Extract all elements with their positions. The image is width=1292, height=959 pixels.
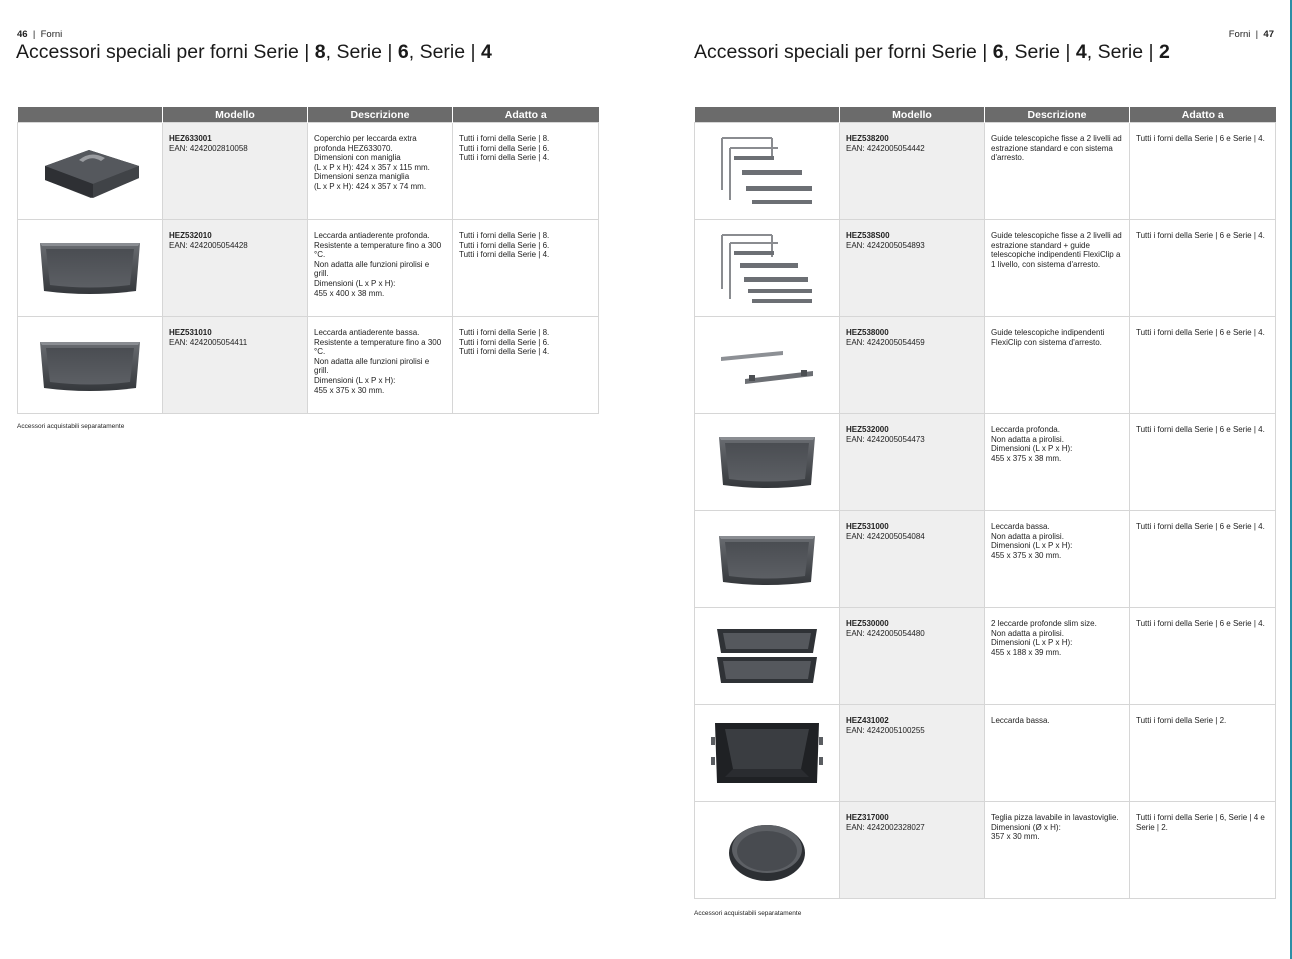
page-number: 47 — [1263, 29, 1274, 40]
model-cell — [840, 705, 985, 802]
page-title: Accessori speciali per forni Serie | 6, Serie | 4, Serie | 2 — [694, 41, 1170, 63]
table-row — [18, 220, 599, 317]
product-image-cell — [18, 220, 163, 317]
column-header-model: Modello — [163, 107, 308, 123]
ean-code: EAN: 4242005054480 — [846, 628, 925, 638]
product-image-cell — [695, 608, 840, 705]
suitable-cell: Tutti i forni della Serie | 6 e Serie | 4. — [1130, 317, 1276, 414]
ean-code: EAN: 4242005054893 — [846, 240, 925, 250]
description-cell: Leccarda antiaderente profonda. Resistente a temperature fino a 300 °C. Non adatta alle funzioni pirolisi e grill. Dimensioni (L x P x H): 455 x 400 x 38 mm. — [308, 220, 453, 317]
description-cell: Guide telescopiche fisse a 2 livelli ad estrazione standard + guide telescopiche indipendenti FlexiClip a 1 livello, con sistema d'arresto. — [985, 220, 1130, 317]
pizza-tray-icon — [722, 815, 812, 885]
model-code: HEZ317000 — [846, 813, 889, 822]
ean-code: EAN: 4242002328027 — [846, 822, 925, 832]
slim-baking-trays-icon — [707, 623, 827, 689]
ean-code: EAN: 4242005054084 — [846, 531, 925, 541]
description-cell: Guide telescopiche indipendenti FlexiClip con sistema d'arresto. — [985, 317, 1130, 414]
model-cell — [163, 317, 308, 414]
table-row — [695, 123, 1276, 220]
column-header-model: Modello — [840, 107, 985, 123]
suitable-cell: Tutti i forni della Serie | 8. Tutti i forni della Serie | 6. Tutti i forni della Serie | 4. — [453, 123, 599, 220]
product-image-cell — [695, 802, 840, 899]
enamel-baking-tray-icon — [707, 717, 827, 789]
suitable-cell: Tutti i forni della Serie | 6, Serie | 4 e Serie | 2. — [1130, 802, 1276, 899]
model-cell — [840, 317, 985, 414]
model-cell — [840, 608, 985, 705]
ean-code: EAN: 4242005054428 — [169, 240, 248, 250]
ean-code: EAN: 4242005054411 — [169, 337, 248, 347]
table-row — [18, 317, 599, 414]
suitable-cell: Tutti i forni della Serie | 6 e Serie | 4. — [1130, 414, 1276, 511]
model-cell — [163, 123, 308, 220]
suitable-cell: Tutti i forni della Serie | 6 e Serie | 4. — [1130, 220, 1276, 317]
description-cell: 2 leccarde profonde slim size. Non adatta a pirolisi. Dimensioni (L x P x H): 455 x 188 x 39 mm. — [985, 608, 1130, 705]
model-cell — [840, 802, 985, 899]
column-header-suitable: Adatto a — [453, 107, 599, 123]
oven-tray-lid-icon — [31, 136, 149, 206]
description-cell: Teglia pizza lavabile in lavastoviglie. Dimensioni (Ø x H): 357 x 30 mm. — [985, 802, 1130, 899]
column-header-description: Descrizione — [308, 107, 453, 123]
table-row — [695, 511, 1276, 608]
ean-code: EAN: 4242005054473 — [846, 434, 925, 444]
description-cell: Leccarda antiaderente bassa. Resistente a temperature fino a 300 °C. Non adatta alle funzioni pirolisi e grill. Dimensioni (L x P x H): 455 x 375 x 30 mm. — [308, 317, 453, 414]
page-header: Forni | 47 — [1228, 29, 1274, 40]
model-code: HEZ538200 — [846, 134, 889, 143]
model-cell — [840, 220, 985, 317]
section-label: Forni — [40, 29, 63, 40]
page-number: 46 — [17, 29, 28, 40]
section-label: Forni — [1228, 29, 1251, 40]
description-cell: Leccarda profonda. Non adatta a pirolisi. Dimensioni (L x P x H): 455 x 375 x 38 mm. — [985, 414, 1130, 511]
suitable-cell: Tutti i forni della Serie | 2. — [1130, 705, 1276, 802]
table-row — [695, 705, 1276, 802]
suitable-cell: Tutti i forni della Serie | 8. Tutti i forni della Serie | 6. Tutti i forni della Serie | 4. — [453, 220, 599, 317]
flexiclip-rails-icon — [709, 335, 825, 395]
model-code: HEZ531000 — [846, 522, 889, 531]
suitable-cell: Tutti i forni della Serie | 6 e Serie | 4. — [1130, 511, 1276, 608]
description-cell: Coperchio per leccarda extra profonda HEZ633070. Dimensioni con maniglia (L x P x H): 424 x 357 x 115 mm. Dimensioni senza maniglia (L x P x H): 424 x 357 x 74 mm. — [308, 123, 453, 220]
description-cell: Leccarda bassa. Non adatta a pirolisi. Dimensioni (L x P x H): 455 x 375 x 30 mm. — [985, 511, 1130, 608]
shallow-baking-tray-icon — [709, 526, 825, 592]
table-row — [18, 123, 599, 220]
column-header-image — [695, 107, 840, 123]
right-page — [646, 0, 1292, 959]
model-code: HEZ538000 — [846, 328, 889, 337]
model-code: HEZ530000 — [846, 619, 889, 628]
model-code: HEZ431002 — [846, 716, 889, 725]
accessories-table — [17, 107, 599, 414]
suitable-cell: Tutti i forni della Serie | 8. Tutti i forni della Serie | 6. Tutti i forni della Serie | 4. — [453, 317, 599, 414]
ean-code: EAN: 4242005054442 — [846, 143, 925, 153]
product-image-cell — [18, 123, 163, 220]
model-code: HEZ538S00 — [846, 231, 890, 240]
suitable-cell: Tutti i forni della Serie | 6 e Serie | 4. — [1130, 608, 1276, 705]
telescopic-rails-2-level-icon — [712, 130, 822, 212]
product-image-cell — [695, 220, 840, 317]
deep-baking-tray-icon — [32, 235, 148, 301]
deep-baking-tray-icon — [709, 429, 825, 495]
product-image-cell — [695, 123, 840, 220]
description-cell: Leccarda bassa. — [985, 705, 1130, 802]
page-title: Accessori speciali per forni Serie | 8, Serie | 6, Serie | 4 — [16, 41, 492, 63]
table-row — [695, 608, 1276, 705]
footnote: Accessori acquistabili separatamente — [17, 423, 125, 430]
product-image-cell — [695, 705, 840, 802]
model-code: HEZ531010 — [169, 328, 212, 337]
telescopic-rails-flexiclip-icon — [712, 227, 822, 309]
shallow-baking-tray-icon — [32, 332, 148, 398]
table-row — [695, 317, 1276, 414]
ean-code: EAN: 4242005054459 — [846, 337, 925, 347]
suitable-cell: Tutti i forni della Serie | 6 e Serie | 4. — [1130, 123, 1276, 220]
accessories-table — [694, 107, 1276, 899]
ean-code: EAN: 4242002810058 — [169, 143, 248, 153]
column-header-suitable: Adatto a — [1130, 107, 1276, 123]
model-cell — [163, 220, 308, 317]
product-image-cell — [695, 511, 840, 608]
table-row — [695, 802, 1276, 899]
model-code: HEZ532010 — [169, 231, 212, 240]
footnote: Accessori acquistabili separatamente — [694, 910, 802, 917]
model-cell — [840, 511, 985, 608]
ean-code: EAN: 4242005100255 — [846, 725, 925, 735]
column-header-description: Descrizione — [985, 107, 1130, 123]
description-cell: Guide telescopiche fisse a 2 livelli ad estrazione standard e con sistema d'arresto. — [985, 123, 1130, 220]
product-image-cell — [695, 317, 840, 414]
model-cell — [840, 414, 985, 511]
table-row — [695, 220, 1276, 317]
model-code: HEZ532000 — [846, 425, 889, 434]
page-header: 46 | Forni — [17, 29, 63, 40]
column-header-image — [18, 107, 163, 123]
model-cell — [840, 123, 985, 220]
product-image-cell — [18, 317, 163, 414]
product-image-cell — [695, 414, 840, 511]
table-row — [695, 414, 1276, 511]
model-code: HEZ633001 — [169, 134, 212, 143]
